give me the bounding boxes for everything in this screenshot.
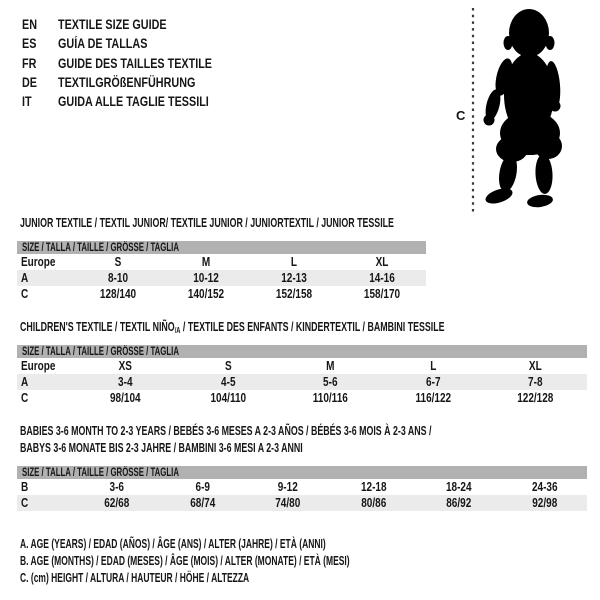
size-cell: 6-9 — [195, 480, 210, 494]
row-label: B — [21, 480, 29, 494]
size-cell: XL — [529, 359, 543, 373]
size-header-text: SIZE / TALLA / TAILLE / GRÖSSE / TAGLIA — [22, 466, 179, 479]
size-table-row-c — [17, 286, 426, 302]
junior-title-text: JUNIOR TEXTILE / TEXTIL JUNIOR/ TEXTILE JUNIOR / JUNIORTEXTIL / JUNIOR TESSILE — [20, 215, 394, 230]
size-cell: 68/74 — [189, 496, 215, 510]
size-cell: M — [326, 359, 335, 373]
legend-text: C. (cm) HEIGHT / ALTURA / HAUTEUR / HÖHE / ALTEZZA — [20, 570, 250, 585]
legend-line-b — [20, 553, 505, 570]
language-row — [22, 73, 251, 92]
babies-title-line1: BABIES 3-6 MONTH TO 2-3 YEARS / BEBÉS 3-6 MESES A 2-3 AÑOS / BÉBÉS 3-6 MOIS À 2-3 ANS / — [20, 423, 432, 438]
size-table-row-europe — [17, 358, 587, 374]
row-label: C — [21, 496, 29, 510]
language-code: FR — [22, 55, 37, 71]
size-cell: 3-6 — [109, 480, 124, 494]
babies-size-table — [17, 466, 587, 511]
legend-text: B. AGE (MONTHS) / EDAD (MESES) / ÂGE (MOIS) / ALTER (MONATE) / ETÀ (MESI) — [20, 554, 350, 569]
language-code: ES — [22, 36, 37, 52]
size-table-row-c — [17, 495, 587, 511]
babies-title-line2: BABYS 3-6 MONATE BIS 2-3 JAHRE / BAMBINI 3-6 MESI A 2-3 ANNI — [20, 440, 303, 455]
guide-title: TEXTILGRÖßENFÜHRUNG — [58, 75, 196, 91]
size-header-bar — [17, 466, 587, 479]
legend-line-c — [20, 570, 505, 587]
junior-table-rows — [17, 254, 426, 302]
child-figure — [445, 0, 595, 220]
language-title-block — [22, 15, 251, 111]
size-cell: S — [114, 255, 122, 269]
row-label: Europe — [21, 359, 56, 373]
size-cell: 98/104 — [109, 391, 141, 405]
guide-title: GUIDE DES TAILLES TEXTILE — [58, 55, 213, 71]
size-table-row-europe — [17, 254, 426, 270]
row-label: A — [21, 271, 29, 285]
language-row — [22, 15, 251, 34]
size-cell: 12-18 — [360, 480, 387, 494]
size-header-bar — [17, 345, 587, 358]
row-label: C — [21, 391, 29, 405]
size-cell: XS — [118, 359, 132, 373]
children-size-table — [17, 345, 587, 406]
guide-title: GUÍA DE TALLAS — [58, 36, 148, 52]
size-table-row-c — [17, 390, 587, 406]
babies-section-title — [20, 422, 600, 456]
size-cell: 86/92 — [446, 496, 472, 510]
language-code: IT — [22, 94, 32, 110]
size-cell: 152/158 — [275, 287, 313, 301]
size-header-bar — [17, 241, 426, 254]
size-cell: 116/122 — [415, 391, 451, 405]
size-cell: 10-12 — [193, 271, 219, 285]
size-cell: L — [290, 255, 298, 269]
size-cell: 3-4 — [118, 375, 133, 389]
junior-size-table — [17, 241, 426, 302]
row-label: Europe — [21, 255, 56, 269]
size-cell: S — [224, 359, 232, 373]
children-title-text: CHILDREN'S TEXTILE / TEXTIL $NIÑO_{/A}$ / TEXTILE DES ENFANTS / KINDERTEXTIL / BAMBINI TESSILE — [20, 319, 445, 335]
size-header-text: SIZE / TALLA / TAILLE / GRÖSSE / TAGLIA — [22, 241, 179, 254]
size-cell: 122/128 — [517, 391, 554, 405]
children-table-rows — [17, 358, 587, 406]
size-cell: 24-36 — [531, 480, 558, 494]
size-cell: 80/86 — [360, 496, 386, 510]
size-cell: 128/140 — [99, 287, 137, 301]
size-cell: 6-7 — [425, 375, 441, 389]
guide-title: GUIDA ALLE TAGLIE TESSILI — [58, 94, 209, 110]
size-cell: 110/116 — [312, 391, 349, 405]
legend-block — [20, 536, 505, 586]
size-cell: 4-5 — [220, 375, 236, 389]
size-cell: 14-16 — [369, 271, 395, 285]
size-cell: M — [201, 255, 211, 269]
legend-text: A. AGE (YEARS) / EDAD (AÑOS) / ÂGE (ANS) / ALTER (JAHRE) / ETÀ (ANNI) — [20, 537, 326, 552]
size-cell: 62/68 — [104, 496, 130, 510]
size-cell: 140/152 — [187, 287, 225, 301]
size-cell: 18-24 — [445, 480, 472, 494]
guide-title: TEXTILE SIZE GUIDE — [58, 17, 167, 33]
language-row — [22, 92, 251, 111]
size-cell: 158/170 — [363, 287, 401, 301]
size-table-row-b — [17, 479, 587, 495]
size-cell: 12-13 — [281, 271, 307, 285]
size-header-text: SIZE / TALLA / TAILLE / GRÖSSE / TAGLIA — [22, 345, 179, 358]
language-code: EN — [22, 17, 38, 33]
size-cell: L — [430, 359, 437, 373]
size-cell: XL — [375, 255, 389, 269]
children-section-title — [20, 319, 600, 335]
size-cell: 104/110 — [210, 391, 246, 405]
junior-section-title — [20, 215, 570, 230]
height-label-c: C — [456, 108, 466, 123]
row-label: C — [21, 287, 29, 301]
babies-table-rows — [17, 479, 587, 511]
gender-suffix: /A — [174, 325, 181, 335]
language-row — [22, 34, 251, 53]
size-table-row-a — [17, 270, 426, 286]
language-code: DE — [22, 75, 38, 91]
size-cell: 8-10 — [107, 271, 129, 285]
size-cell: 7-8 — [528, 375, 543, 389]
language-row — [22, 54, 251, 73]
legend-line-a — [20, 536, 505, 553]
row-label: A — [21, 375, 29, 389]
size-cell: 5-6 — [323, 375, 338, 389]
size-cell: 9-12 — [277, 480, 298, 494]
size-table-row-a — [17, 374, 587, 390]
toddler-silhouette-icon — [483, 9, 562, 209]
size-cell: 74/80 — [275, 496, 301, 510]
size-cell: 92/98 — [531, 496, 557, 510]
